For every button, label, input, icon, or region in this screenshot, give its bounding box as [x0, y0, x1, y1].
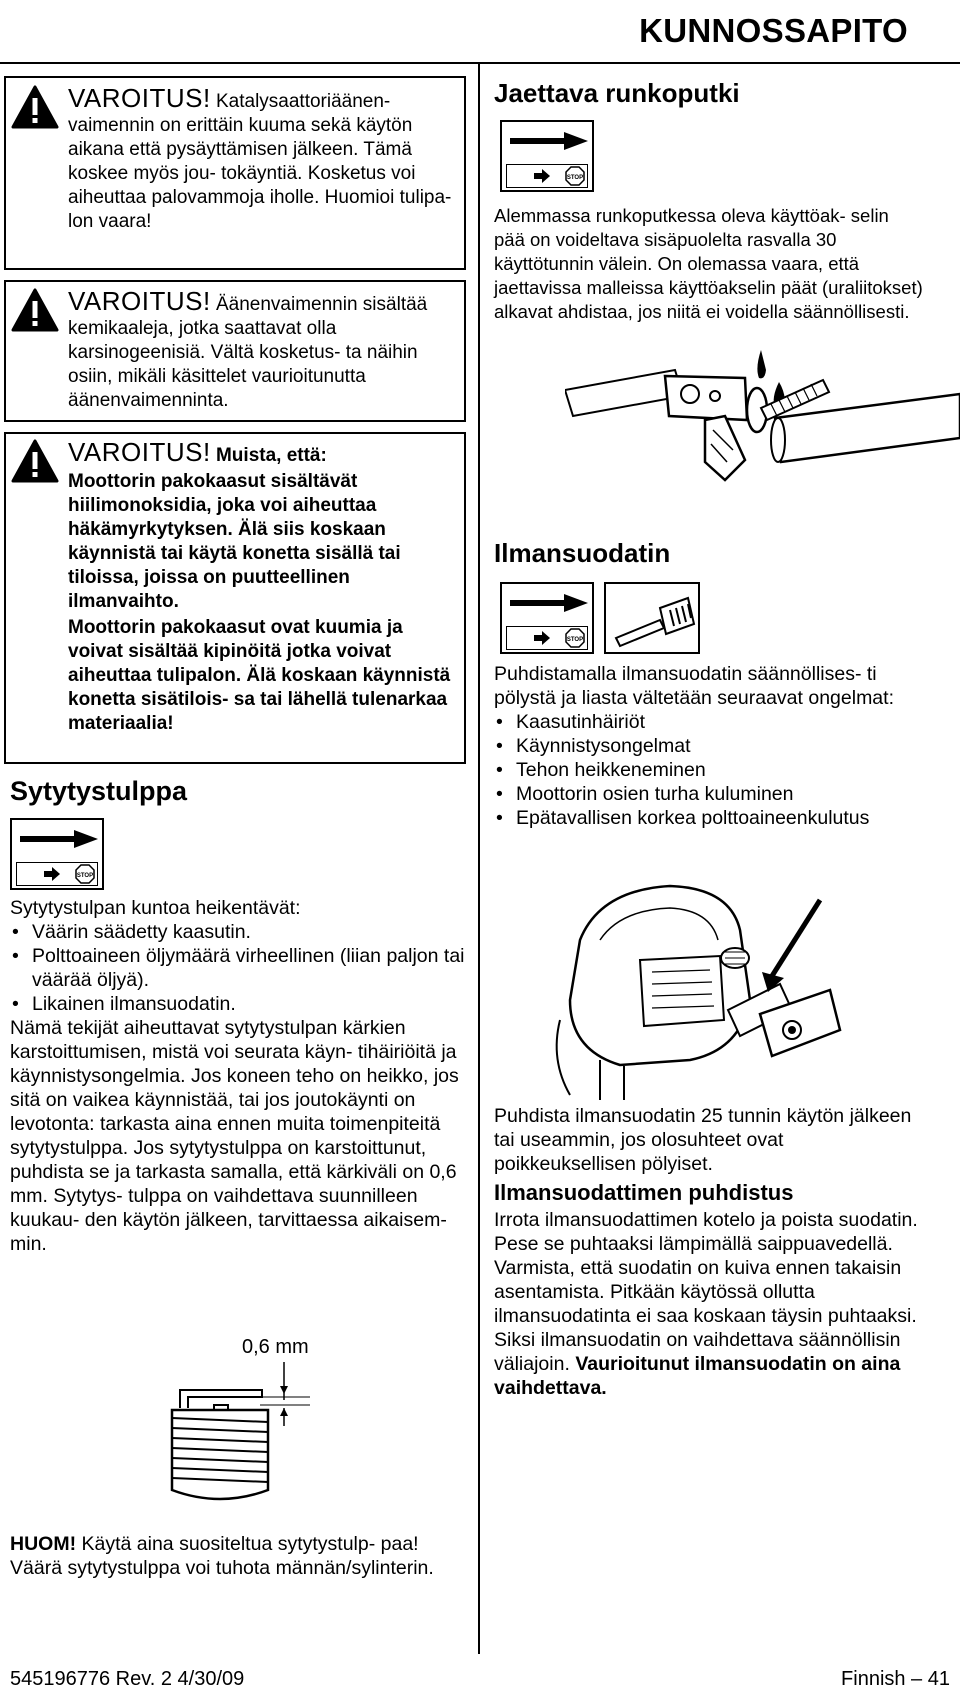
filter-sub-text: Irrota ilmansuodattimen kotelo ja poista suodatin. Pese se puhtaaksi lämpimällä saippuavedellä. Varmista, että suodatin on kuiva ennen takaisin asentamista. Pitkään käytössä ollutta ilmansuodatinta ei saa koskaan täysin puhtaaksi. Siksi ilmansuodatin on vaihdettava säännöllisin väliajoin. [494, 1209, 918, 1375]
note-text: Käytä aina suositeltua sytytystulp- paa! Väärä sytytystulppa voi tuhota männän/sylinterin. [10, 1533, 434, 1579]
footer-right: Finnish – 41 [841, 1668, 950, 1690]
list-item: • Polttoaineen öljymäärä virheellinen (liian paljon tai väärää öljyä). [10, 944, 470, 992]
air-filter-illustration [540, 880, 870, 1100]
stop-icon [75, 864, 95, 884]
warning-text-2 [68, 286, 458, 413]
arrow-stop-strip [506, 626, 588, 650]
list-item: • Käynnistysongelmat [494, 734, 934, 758]
split-shaft-illustration [565, 350, 960, 520]
warning-paragraph-2: Moottorin pakokaasut ovat kuumia ja voivat sisältää kipinöitä jotka voivat aiheuttaa tulipalon. Älä koskaan käynnistä konetta sisätilois- sa tai lähellä tulenarkaa materiaalia! [68, 617, 451, 734]
stop-icon [565, 628, 585, 648]
warning-lead: VAROITUS! [68, 83, 211, 113]
arrow-stop-strip [506, 164, 588, 188]
shaft-text: Alemmassa runkoputkessa oleva käyttöak- selin pää on voideltava sisäpuolelta rasvalla 30 käyttötunnin välein. On olemassa vaara, että jaettavissa malleissa käyttöakselin päät (uraliitokset) alkavat ahdistaa, jos niitä ei voidella säännöllisesti. [494, 205, 923, 322]
list-item: • Moottorin osien turha kuluminen [494, 782, 934, 806]
list-item: • Kaasutinhäiriöt [494, 710, 934, 734]
footer-left: 545196776 Rev. 2 4/30/09 [10, 1668, 245, 1690]
filter-clean-text: Puhdista ilmansuodatin 25 tunnin käytön jälkeen tai useammin, jos olosuhteet ovat poikkeuksellisen pölyiset. [494, 1105, 912, 1175]
action-symbol-box [10, 818, 104, 890]
page-title: KUNNOSSAPITO [639, 12, 908, 49]
column-divider [478, 64, 480, 1654]
small-arrow-icon [533, 630, 551, 646]
small-arrow-icon [533, 168, 551, 184]
spark-intro: Sytytystulpan kuntoa heikentävät: [10, 897, 301, 919]
gap-label: 0,6 mm [242, 1336, 309, 1358]
stop-label: STOP [76, 873, 94, 879]
warning-body: Äänenvaimennin sisältää kemikaaleja, jotka saattavat olla karsinogeenisiä. Vältä kosketus- ta näihin osiin, mikäli käsittelet vaurioitunutta äänenvaimenninta. [68, 294, 428, 411]
arrow-right-icon [508, 592, 590, 614]
arrow-right-icon [508, 130, 590, 152]
filter-bullet-list [494, 710, 934, 830]
warning-text-1 [68, 83, 458, 234]
spark-paragraph: Nämä tekijät aiheuttavat sytytystulpan kärkien karstoittumisen, mistä voi seurata käyn- tihäiriöitä ja käynnistysongelmia. Jos koneen teho on heikko, jos sitä on vaikea käynnistää, tai jos joutokäynti on levotonta: tarkasta aina ennen muita toimenpiteitä sytytystulppa. Jos sytytystulppa on karstoittunut, puhdista se ja tarkasta samalla, että kärkiväli on 0,6 mm. Sytytys- tulppa on vaihdettava suunnilleen kuukau- den käytön jälkeen, tarvittaessa aikaisem- min. [10, 1017, 459, 1255]
filter-subheading: Ilmansuodattimen puhdistus [494, 1180, 794, 1205]
warning-triangle-icon [10, 84, 60, 130]
warning-triangle-icon [10, 287, 60, 333]
list-item: • Väärin säädetty kaasutin. [10, 920, 470, 944]
note-label: HUOM! [10, 1533, 77, 1555]
spark-plug-illustration [150, 1360, 340, 1520]
arrow-right-icon [18, 828, 100, 850]
brush-icon [610, 588, 696, 650]
header-rule [0, 62, 960, 64]
list-item: • Likainen ilmansuodatin. [10, 992, 470, 1016]
warning-lead: VAROITUS! [68, 286, 211, 316]
spark-text-block [10, 896, 470, 1256]
list-item: • Epätavallisen korkea polttoaineenkulutus [494, 806, 934, 830]
spark-note [10, 1532, 450, 1580]
warning-triangle-icon [10, 438, 60, 484]
list-item: • Tehon heikkeneminen [494, 758, 934, 782]
warning-intro: Muista, että: [215, 445, 327, 466]
stop-label: STOP [566, 637, 584, 643]
arrow-stop-strip [16, 862, 98, 886]
warning-body: Katalysaattoriäänen- vaimennin on erittäin kuuma sekä käytön aikana että pysäyttämisen jälkeen. Tämä koskee myös jou- tokäyntiä. Kosketus voi aiheuttaa palovammoja iholle. Huomioi tulipa- lon vaara! [68, 91, 452, 232]
filter-sub-text-block [494, 1208, 934, 1400]
stop-label: STOP [566, 175, 584, 181]
section-heading-split-shaft: Jaettava runkoputki [494, 78, 740, 108]
warning-lead: VAROITUS! [68, 437, 211, 467]
stop-icon [565, 166, 585, 186]
filter-sub-bold: Vaurioitunut ilmansuodatin on aina vaihdettava. [494, 1353, 901, 1399]
action-symbol-box [500, 120, 594, 192]
warning-text-3 [68, 437, 458, 736]
filter-text-block [494, 662, 934, 830]
warning-paragraph-1: Moottorin pakokaasut sisältävät hiilimonoksidia, joka voi aiheuttaa häkämyrkytyksen. Älä siis koskaan käynnistä tai käytä konetta sisällä tai tiloissa, joissa on puutteellinen ilmanvaihto. [68, 471, 401, 612]
spark-bullet-list [10, 920, 470, 1016]
section-heading-spark-plug: Sytytystulppa [10, 776, 188, 806]
brush-symbol-box [604, 582, 700, 654]
filter-intro: Puhdistamalla ilmansuodatin säännöllises- ti pölystä ja liasta vältetään seuraavat ongelmat: [494, 663, 894, 709]
section-heading-air-filter: Ilmansuodatin [494, 538, 671, 568]
small-arrow-icon [43, 866, 61, 882]
action-symbol-box [500, 582, 594, 654]
